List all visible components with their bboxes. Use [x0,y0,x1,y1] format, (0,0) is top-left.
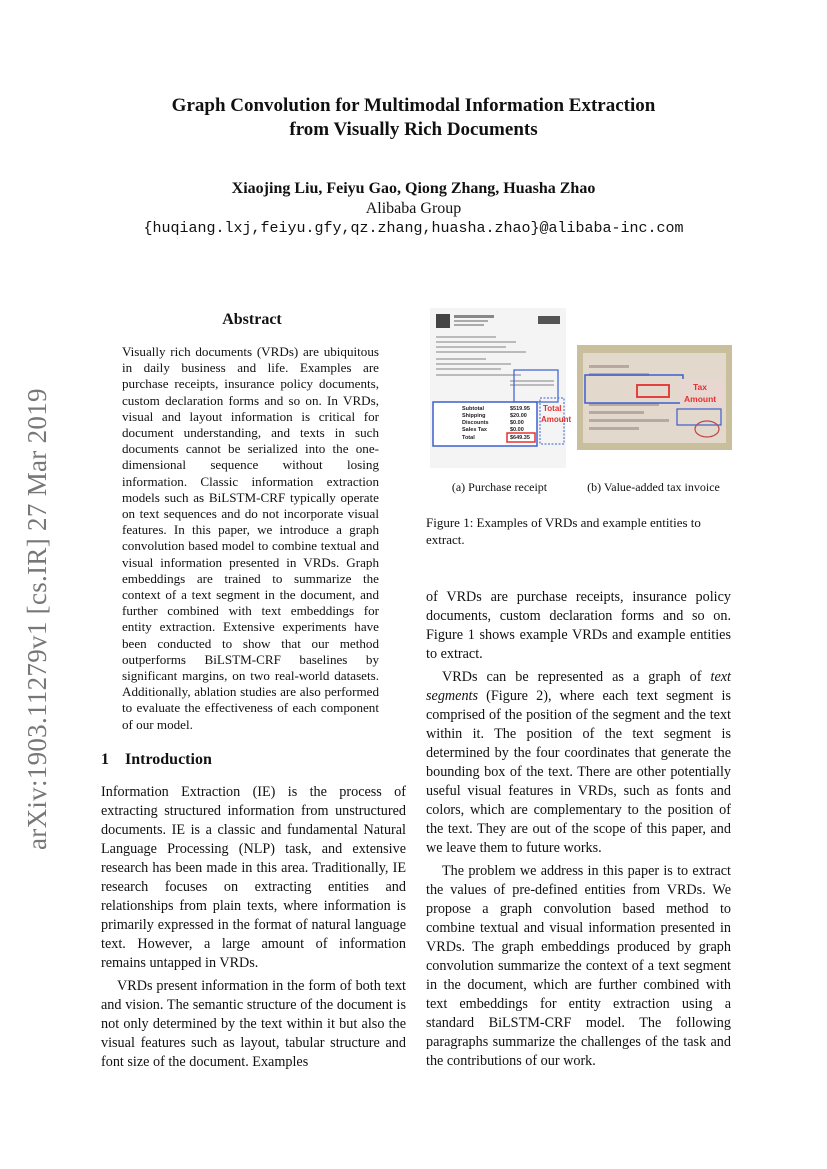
arxiv-sidebar-stamp: arXiv:1903.11279v1 [cs.IR] 27 Mar 2019 [22,388,52,850]
emphasis-text-segments: text segments [426,669,731,704]
abstract-text: Visually rich documents (VRDs) are ubiquitous in daily business and life. Examples are purchase receipts, insurance policy documents, custom declaration forms and so on. In VRDs, visual and layout information is critical for document understanding, and texts in such documents cannot be serialized into the one-dimensional sequence without losing information. Classic information extraction models such as BiLSTM-CRF typically operate on text sequences and do not incorporate visual features. In this paper, we introduce a graph convolution based model to combine textual and visual information presented in VRDs. Graph embeddings are trained to summarize the context of a text segment in the document, and further combined with text embeddings for entity extraction. Extensive experiments have been conducted to show that our method outperforms BiLSTM-CRF baselines by significant margins, on two real-world datasets. Additionally, ablation studies are also performed to evaluate the effectiveness of each component of our model. [122,344,379,732]
receipt-header-line [454,324,484,326]
receipt-header-line [454,315,494,318]
affiliation: Alibaba Group [365,200,462,217]
paragraph-text: (Figure 2), where each text segment is comprised of the position of the segment and the text within it. The position of the text segment is determined by the four coordinates that generate the bounding box of the text. There are other potentially useful visual features in VRDs, such as fonts and colors, which are complementary to the position of the text. They are out of the scope of this paper, and we leave them to future works. [426,688,731,856]
receipt-row-label: Sales Tax [462,427,487,433]
abstract-heading: Abstract [222,311,282,328]
intro-paragraph-2: VRDs present information in the form of both text and vision. The semantic structure of the document is not only determined by the text within it but also the visual features such as layout, tabular structure and font size of the document. Examples [101,978,406,1070]
right-paragraph-2 [426,668,731,858]
receipt-row-label: Total [462,435,475,441]
paper-title [0,94,827,142]
author-emails: {huqiang.lxj,feiyu.gfy,qz.zhang,huasha.zhao}@alibaba-inc.com [143,220,684,237]
intro-column-right [426,588,731,1071]
subcaption-b: (b) Value-added tax invoice [587,480,720,494]
receipt-row-value: $649.35 [510,435,530,441]
receipt-row-label: Shipping [462,413,486,419]
receipt-row-value: $20.00 [510,413,527,419]
total-amount-label: Total [543,404,562,413]
figure-caption: Figure 1: Examples of VRDs and example entities to extract. [426,515,701,547]
figure-purchase-receipt [430,308,572,468]
intro-paragraph-1: Information Extraction (IE) is the process of extracting structured information from unstructured documents. IE is a classic and fundamental Natural Language Processing (NLP) task, and extensive research has been made in this area. Traditionally, IE research focuses on extracting entities and relationships from plain texts, where information is primarily expressed in the format of natural language text. However, a large amount of information remains untapped in VRDs. [101,784,406,971]
figure-vat-invoice [577,345,732,450]
receipt-row-label: Discounts [462,420,489,426]
total-amount-label: Amount [541,415,572,424]
section-heading-introduction [101,751,212,769]
right-paragraph-1: of VRDs are purchase receipts, insurance policy documents, custom declaration forms and so on. Figure 1 shows example VRDs and example entities to extract. [426,589,731,662]
right-paragraph-3: The problem we address in this paper is to extract the values of pre-defined entities from VRDs. We propose a graph convolution based method to combine textual and visual information presented in VRDs. The graph embeddings produced by graph convolution summarize the context of a text segment in the document, which are further combined with text embeddings for entity extraction using a standard BiLSTM-CRF model. The following paragraphs summarize the challenges of the task and the contributions of our work. [426,863,731,1069]
authors: Xiaojing Liu, Feiyu Gao, Qiong Zhang, Huasha Zhao [231,180,596,197]
receipt-row-value: $0.00 [510,427,524,433]
intro-column-left [101,783,406,1072]
tax-amount-label: Amount [684,394,717,404]
receipt-row-value: $0.00 [510,420,524,426]
title-line-2: from Visually Rich Documents [289,119,538,140]
tax-amount-label: Tax [693,382,708,392]
subcaption-a: (a) Purchase receipt [451,480,548,494]
receipt-logo-icon [436,314,450,328]
section-number: 1 [101,751,109,768]
receipt-row-label: Subtotal [462,406,484,412]
section-title: Introduction [125,751,212,768]
receipt-header-line [454,320,488,322]
title-line-1: Graph Convolution for Multimodal Information Extraction [171,95,656,116]
receipt-row-value: $519.95 [510,406,530,412]
paragraph-text: VRDs can be represented as a graph of [442,669,711,685]
receipt-barcode-icon [538,316,560,324]
